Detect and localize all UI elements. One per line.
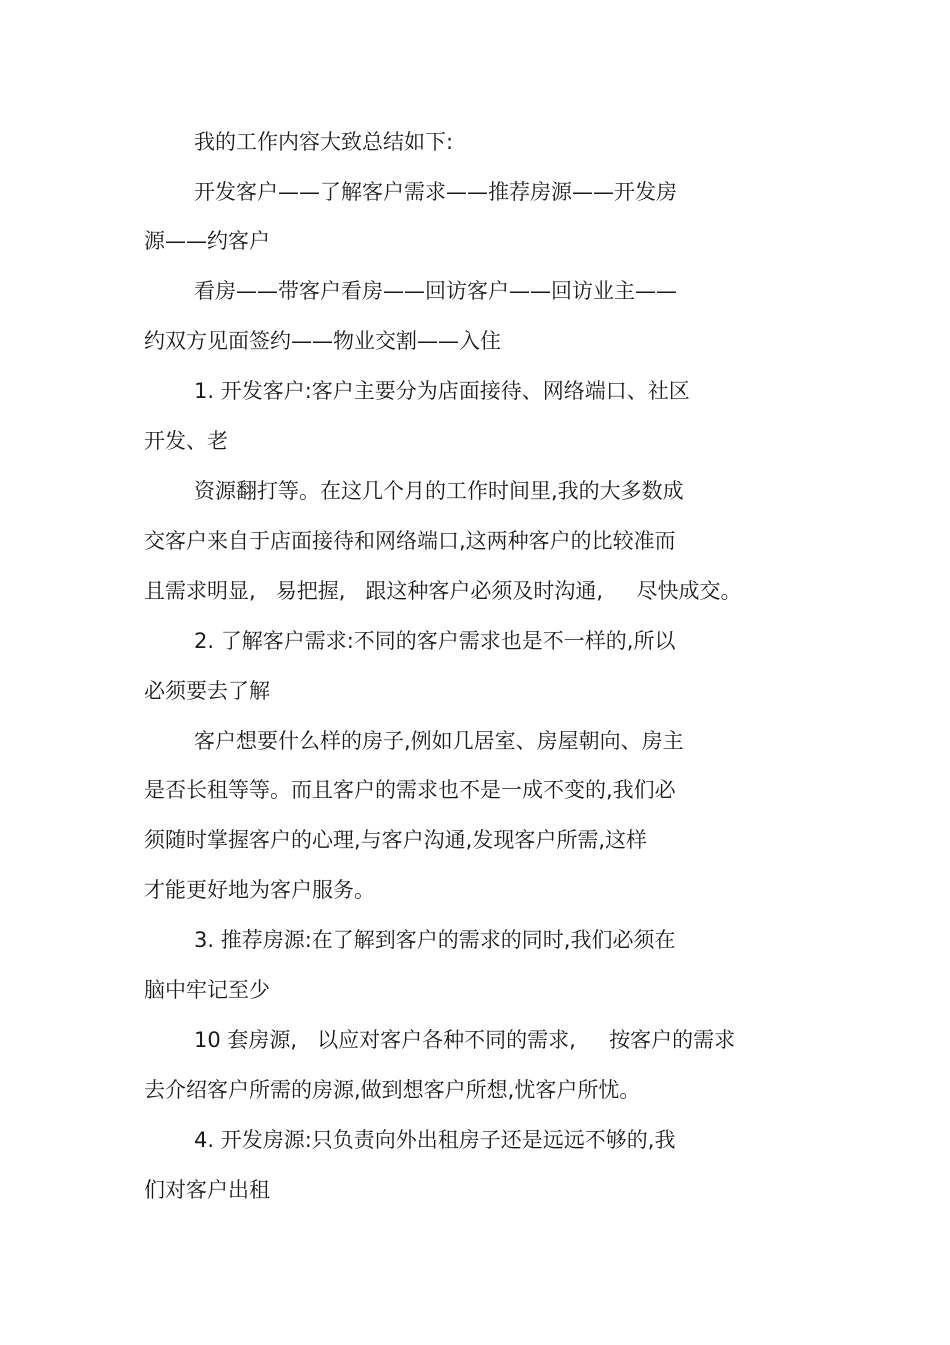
text-line: 们对客户出租 xyxy=(144,1178,270,1202)
text-line: 开发、老 xyxy=(144,429,228,453)
text-line: 必须要去了解 xyxy=(144,679,270,703)
text-line: 约双方见面签约——物业交割——入住 xyxy=(144,329,501,353)
text-line: 才能更好地为客户服务。 xyxy=(144,878,375,902)
text-line: 看房——带客户看房——回访客户——回访业主—— xyxy=(194,279,677,303)
text-line: 10 套房源, 以应对客户各种不同的需求, 按客户的需求 xyxy=(194,1028,736,1052)
text-line: 脑中牢记至少 xyxy=(144,978,270,1002)
text-line: 且需求明显, 易把握, 跟这种客户必须及时沟通, 尽快成交。 xyxy=(144,579,742,603)
text-line: 是否长租等等。而且客户的需求也不是一成不变的,我们必 xyxy=(144,778,676,802)
text-line: 资源翻打等。在这几个月的工作时间里,我的大多数成 xyxy=(194,479,684,503)
text-line: 交客户来自于店面接待和网络端口,这两种客户的比较准而 xyxy=(144,529,676,553)
text-line: 4. 开发房源:只负责向外出租房子还是远远不够的,我 xyxy=(194,1128,676,1152)
text-line: 客户想要什么样的房子,例如几居室、房屋朝向、房主 xyxy=(194,729,684,753)
text-line: 开发客户——了解客户需求——推荐房源——开发房 xyxy=(194,180,677,204)
text-line: 3. 推荐房源:在了解到客户的需求的同时,我们必须在 xyxy=(194,928,676,952)
text-line: 须随时掌握客户的心理,与客户沟通,发现客户所需,这样 xyxy=(144,828,648,852)
text-line: 去介绍客户所需的房源,做到想客户所想,忧客户所忧。 xyxy=(144,1078,641,1102)
text-line: 源——约客户 xyxy=(144,229,270,253)
text-line: 我的工作内容大致总结如下: xyxy=(194,130,454,154)
text-line: 1. 开发客户:客户主要分为店面接待、网络端口、社区 xyxy=(194,379,690,403)
text-line: 2. 了解客户需求:不同的客户需求也是不一样的,所以 xyxy=(194,629,676,653)
